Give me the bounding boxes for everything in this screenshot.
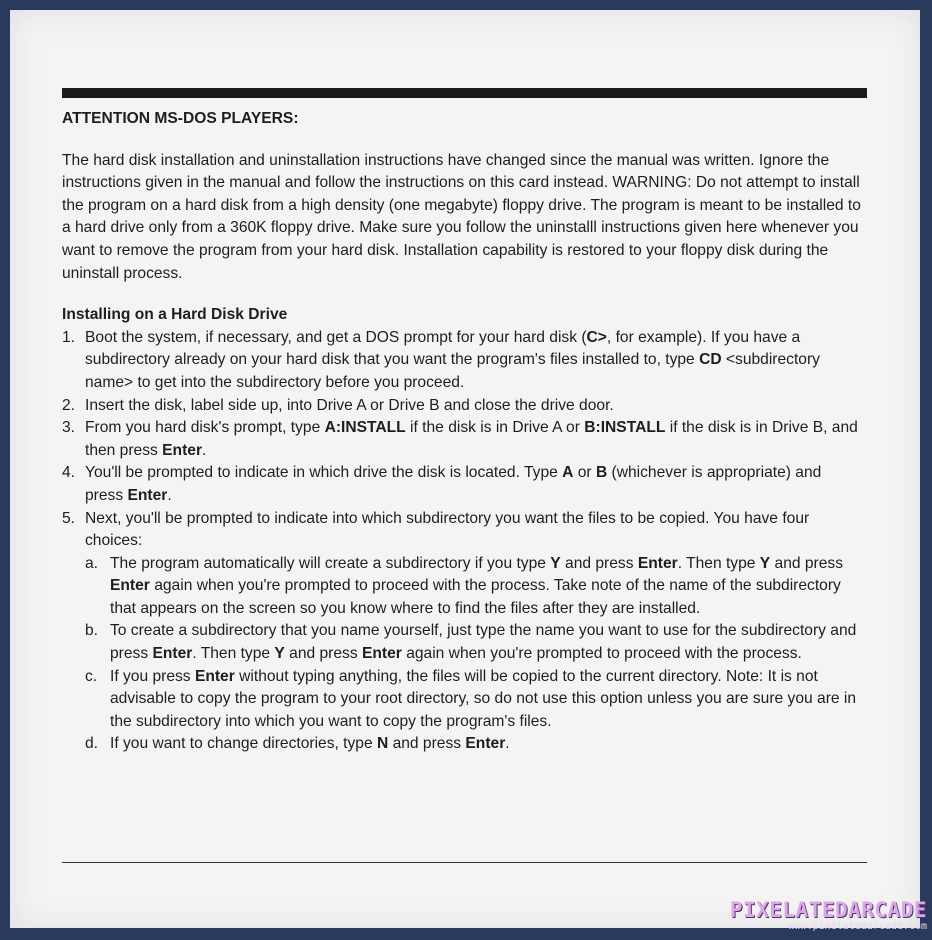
choice-keyword: Enter [361,645,402,663]
card-content [62,108,862,756]
step-number: 5. [62,509,76,527]
step-keyword: CD [699,351,722,369]
choice-text: and press [388,735,466,753]
step-text: if the disk is in Drive A or [405,419,585,437]
section-heading: Installing on a Hard Disk Drive [62,306,288,324]
step-text: <subdirectory name> to get into the subdirectory before you proceed. [85,351,820,391]
step-text: . [202,441,207,459]
step-5 [62,508,862,553]
step-text: if the disk is in Drive B, and then press [85,419,858,459]
choice-keyword: Enter [465,735,506,753]
bottom-divider-rule [62,862,867,863]
step-text: Next, you'll be prompted to indicate into which subdirectory you want the files to be copied. You have four choices: [85,509,810,550]
install-steps [62,327,862,553]
step-keyword: Enter [162,441,203,459]
watermark-brand: PIXELATEDARCADE [729,898,927,922]
step-number: 3. [62,419,76,437]
choice-keyword: Enter [194,667,235,685]
step-text: or [573,464,596,482]
step-keyword: Enter [127,486,168,504]
choice-text: again when you're prompted to proceed with the process. Take note of the name of the subdirectory that appears on the screen so you know where to find the files after they are installed. [110,577,841,617]
step-keyword: A:INSTALL [324,419,406,437]
choice-a [62,553,862,621]
choice-text: . [505,735,510,753]
choice-keyword: Y [274,645,285,663]
choice-keyword: Enter [110,577,150,595]
step-keyword: A [562,464,574,482]
choice-keyword: Y [550,554,561,572]
choice-text: If you want to change directories, type [110,735,377,753]
step-text: Insert the disk, label side up, into Drive A or Drive B and close the drive door. [85,396,614,414]
instruction-card [10,10,920,928]
step-text: Boot the system, if necessary, and get a DOS prompt for your hard disk ( [85,328,587,346]
choice-text: without typing anything, the files will be copied to the current directory. Note: It is not advisable to copy the program to your root directory, so do not use this option unless you are sure you are in the subdirectory into which you want to copy the program's files. [110,667,857,730]
choice-b [62,620,862,665]
choice-keyword: Enter [637,554,678,572]
step-text: You'll be prompted to indicate in which drive the disk is located. Type [85,464,563,482]
choice-keyword: N [376,735,389,753]
step-text: . [167,486,172,504]
step-number: 2. [62,396,76,414]
step-2 [62,395,862,418]
step-1 [62,327,862,395]
choice-text: again when you're prompted to proceed with the process. [401,645,802,663]
choice-keyword: Y [759,554,771,572]
choice-text: . Then type [192,645,275,663]
choice-keyword: Enter [152,645,193,663]
step-3 [62,417,862,462]
choice-text: and press [284,645,362,663]
choice-text: To create a subdirectory that you name yourself, just type the name you want to use for the subdirectory and press [110,622,857,663]
choice-letter: a. [85,554,99,572]
step-keyword: C> [586,328,607,346]
step-number: 1. [62,328,76,346]
intro-paragraph: The hard disk installation and uninstallation instructions have changed since the manual was written. Ignore the instructions given in the manual and follow the instructions on this card instead. WARNING: Do not attempt to install the program on a hard disk from a high density (one megabyte) floppy drive. The program is meant to be installed to a hard drive only from a 360K floppy drive. Make sure you follow the uninstalll instructions given here whenever you want to remove the program from your hard disk. Installation capability is restored to your floppy disk during the uninstall process. [62,151,861,282]
watermark-url: www.pixelatedarcade.com [788,921,927,932]
choice-text: If you press [110,667,195,685]
top-divider-bar [62,88,867,98]
choice-letter: d. [85,735,99,753]
step-text: , for example). If you have a subdirectory already on your hard disk that you want the program's files installed to, type [85,328,801,369]
step-text: (whichever is appropriate) and press [85,464,822,504]
choice-text: and press [770,554,844,572]
card-heading: ATTENTION MS-DOS PLAYERS: [62,110,299,127]
choice-letter: b. [85,622,99,640]
step-4 [62,462,862,507]
choice-text: and press [560,554,638,572]
step-number: 4. [62,464,76,482]
site-watermark [730,899,927,932]
choice-text: The program automatically will create a subdirectory if you type [110,554,551,572]
choice-letter: c. [85,667,98,685]
step-keyword: B [595,464,608,482]
step-keyword: B:INSTALL [584,419,666,437]
step-text: From you hard disk's prompt, type [85,419,325,437]
choice-d [62,733,862,756]
choice-text: . Then type [677,554,760,572]
choice-c [62,666,862,734]
